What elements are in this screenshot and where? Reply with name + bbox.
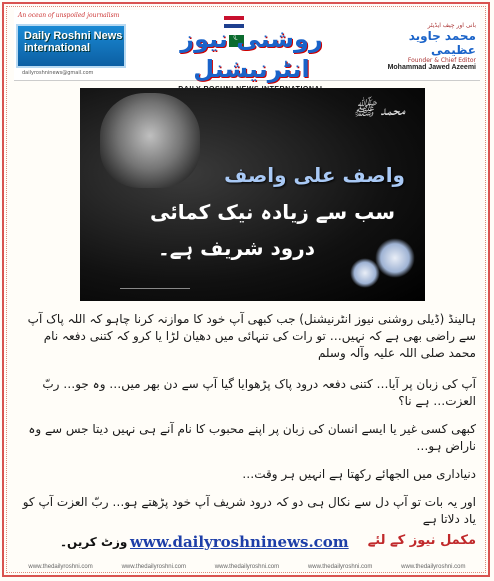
- logo[interactable]: [16, 24, 126, 68]
- portrait-image: [100, 93, 200, 188]
- footer-prefix: مکمل نیوز کے لئے: [367, 533, 476, 548]
- strip-url: www.thedailyroshni.com: [121, 564, 186, 570]
- brand-urdu-title: روشنی نیوز انٹرنیشنل: [180, 25, 323, 83]
- founder-name: Mohammad Jawed Azeemi: [387, 64, 476, 71]
- banner-quote-line2: درود شریف ہے۔: [158, 236, 315, 260]
- paragraph-5: اور یہ بات تو آپ دل سے نکال ہی دو کہ درود شریف آپ خود پڑھتے ہو… ربّ العزت آپ کو یاد دلاتا ہے: [22, 495, 476, 526]
- strip-url: www.thedailyroshni.com: [307, 564, 373, 570]
- masthead: [14, 10, 480, 81]
- quote-banner-image: [80, 88, 425, 301]
- signature-mark: [120, 266, 190, 289]
- flower-decoration: [350, 258, 380, 288]
- calligraphy: محمد ﷺ: [353, 99, 405, 120]
- flower-decoration: [375, 238, 415, 278]
- founder-role-urdu: بانی اور چیف ایڈیٹر: [427, 22, 476, 29]
- brand-block: [164, 24, 339, 83]
- website-link[interactable]: www.dailyroshninews.com: [130, 533, 349, 551]
- footer-suffix: وزٹ کریں۔: [60, 535, 128, 549]
- founder-role: Founder & Chief Editor: [407, 57, 476, 64]
- strip-url: www.thedailyroshni.com: [214, 564, 280, 570]
- logo-text: Daily Roshni News international: [24, 30, 123, 54]
- banner-quote-line1: سب سے زیادہ نیک کمائی: [149, 200, 395, 224]
- bottom-url-strip: [14, 562, 480, 572]
- banner-title: واصف علی واصف: [224, 163, 405, 187]
- strip-url: www.thedailyroshni.com: [28, 564, 93, 570]
- founder-block: [366, 22, 476, 71]
- paragraph-3: کبھی کسی غیر یا ایسے انسان کی زبان پر اپنے محبوب کا نام آنے ہی نہیں دیتا جس سے وہ ناراض ہو…: [28, 422, 476, 453]
- masthead-tagline: An ocean of unspoiled journalism: [18, 12, 120, 19]
- article-body: [18, 311, 476, 539]
- founder-name-urdu: محمد جاوید عظیمی: [408, 29, 476, 57]
- paragraph-1: ہالینڈ (ڈیلی روشنی نیوز انٹرنیشنل) جب کبھی آپ خود کا موازنہ کرنا چاہو کہ اللہ پاک آپ سے راضی بھی ہے کہ نہیں… تو رات کی تنہائی میں دھیان لڑا یا کرو کہ کتنی دفعہ نام محمد صلی اللہ علیہ وآلہ وسلم: [27, 312, 476, 360]
- strip-url: www.thedailyroshni.com: [401, 564, 466, 570]
- logo-email: dailyroshninews@gmail.com: [22, 70, 94, 76]
- paragraph-2: آپ کی زبان پر آیا… کتنی دفعہ درود پاک پڑھوایا گیا آپ سے دن بھر میں… وہ جو… ربّ العزت… ہے نا؟: [42, 377, 476, 408]
- paragraph-4: دنیاداری میں الجھائے رکھتا ہے انہیں ہر وقت…: [242, 467, 476, 481]
